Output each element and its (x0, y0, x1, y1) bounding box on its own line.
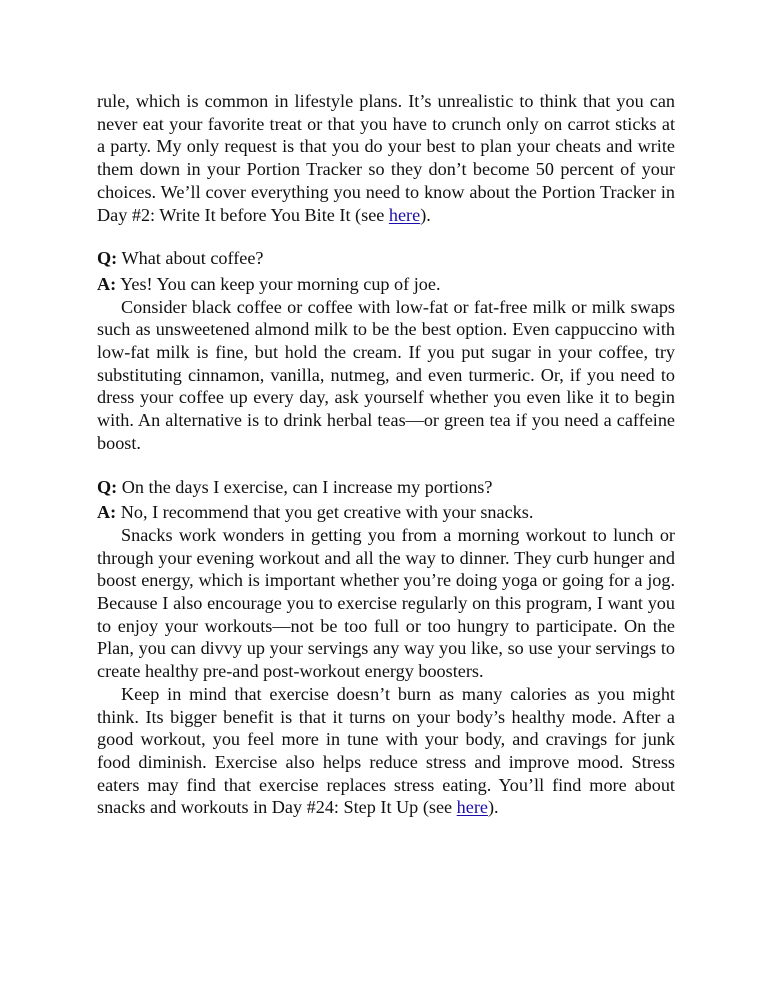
question-text: On the days I exercise, can I increase my portions? (121, 476, 493, 497)
question-label: Q: (97, 248, 118, 269)
coffee-body-paragraph: Consider black coffee or coffee with low-fat or fat-free milk or milk swaps such as unsweetened almond milk to be the best option. Even cappuccino with low-fat milk is fine, but hold the cream. If you put sugar in your coffee, try substituting cinnamon, vanilla, nutmeg, and even turmeric. Or, if you need to dress your coffee up every day, ask yourself whether you even like it to begin with. An alternative is to drink herbal teas—or green tea if you need a caffeine boost. (97, 296, 675, 453)
question-exercise (97, 476, 675, 499)
answer-text: No, I recommend that you get creative with your snacks. (120, 502, 534, 523)
answer-label: A: (97, 502, 117, 523)
snacks-body-paragraph: Snacks work wonders in getting you from a morning workout to lunch or through your evening workout and all the way to dinner. They curb hunger and boost energy, which is important whether you’re doing yoga or going for a jog. Because I also encourage you to exercise regularly on this program, I want you to enjoy your workouts—not be too full or too hungry to participate. On the Plan, you can divvy up your servings any way you like, so use your servings to create healthy pre-and post-workout energy boosters. (97, 524, 675, 682)
answer-label: A: (97, 273, 117, 294)
answer-text: Yes! You can keep your morning cup of joe. (120, 273, 441, 294)
exercise-body-after: ). (487, 797, 499, 818)
here-link[interactable]: here (388, 204, 421, 225)
intro-after: ). (420, 204, 431, 225)
document-page (97, 90, 675, 819)
intro-text: rule, which is common in lifestyle plans. It’s unrealistic to think that you can never eat your favorite treat or that you have to crunch only on carrot sticks at a party. My only request is that you do your best to plan your cheats and write them down in your Portion Tracker so they don’t become 50 percent of your choices. We’ll cover everything you need to know about the Portion Tracker in Day #2: Write It before You Bite It (see (97, 91, 675, 225)
here-link[interactable]: here (456, 797, 488, 818)
answer-exercise (97, 501, 675, 524)
question-coffee (97, 247, 675, 270)
question-label: Q: (97, 476, 118, 497)
exercise-body-text: Keep in mind that exercise doesn’t burn as many calories as you might think. Its bigger benefit is that it turns on your body’s healthy mode. After a good workout, you feel more in tune with your body, and cravings for junk food diminish. Exercise also helps reduce stress and improve mood. Stress eaters may find that exercise replaces stress eating. You’ll find more about snacks and workouts in Day #24: Step It Up (see (97, 683, 675, 818)
intro-paragraph (97, 90, 675, 226)
exercise-body-paragraph (97, 683, 675, 819)
answer-coffee (97, 273, 675, 296)
question-text: What about coffee? (121, 248, 264, 269)
